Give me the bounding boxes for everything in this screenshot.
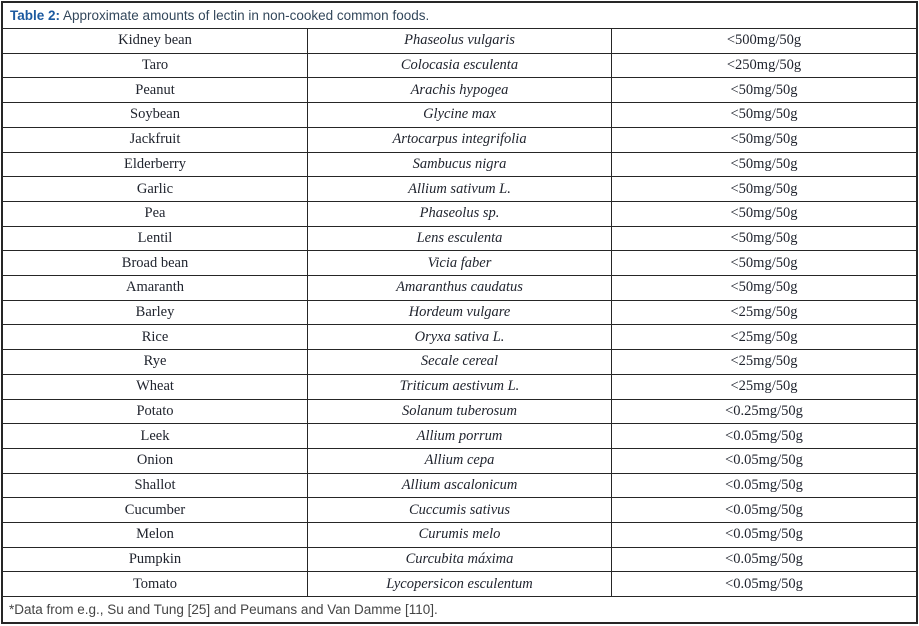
species-name-cell: Cuccumis sativus <box>307 498 612 522</box>
table-caption-label: Table 2: <box>10 8 61 23</box>
table-row <box>3 251 916 276</box>
amount-cell: <0.05mg/50g <box>725 427 803 444</box>
amount-cell: <50mg/50g <box>730 279 798 296</box>
amount-cell: <50mg/50g <box>730 180 798 197</box>
species-name-cell: Allium ascalonicum <box>307 474 612 498</box>
table-row <box>3 375 916 400</box>
amount-cell: <0.05mg/50g <box>725 501 803 518</box>
species-name-cell: Solanum tuberosum <box>307 400 612 424</box>
amount-cell: <250mg/50g <box>726 57 802 74</box>
table-row <box>3 325 916 350</box>
table-row <box>3 276 916 301</box>
species-name-cell: Lycopersicon esculentum <box>307 572 612 596</box>
amount-cell: <0.05mg/50g <box>725 452 803 469</box>
amount-cell: <25mg/50g <box>730 304 798 321</box>
amount-cell: <50mg/50g <box>730 229 798 246</box>
species-name-cell: Arachis hypogea <box>307 78 612 102</box>
table-caption-text: Approximate amounts of lectin in non-cooked common foods. <box>60 8 430 23</box>
food-name-cell: Taro <box>141 57 169 74</box>
table-row <box>3 177 916 202</box>
amount-cell: <0.25mg/50g <box>725 402 803 419</box>
table-row <box>3 474 916 499</box>
food-name-cell: Pumpkin <box>128 551 182 568</box>
table-row <box>3 202 916 227</box>
species-name-cell: Curumis melo <box>307 523 612 547</box>
food-name-cell: Kidney bean <box>118 32 192 49</box>
table-row <box>3 128 916 153</box>
amount-cell: <50mg/50g <box>730 106 798 123</box>
species-name-cell: Lens esculenta <box>307 227 612 251</box>
species-name-cell: Hordeum vulgare <box>307 301 612 325</box>
table-row <box>3 548 916 573</box>
species-name-cell: Allium porrum <box>307 424 612 448</box>
amount-cell: <25mg/50g <box>730 353 798 370</box>
food-name-cell: Potato <box>136 402 174 419</box>
food-name-cell: Rye <box>143 353 167 370</box>
table-row <box>3 78 916 103</box>
food-name-cell: Melon <box>136 526 174 543</box>
species-name-cell: Vicia faber <box>307 251 612 275</box>
table-row <box>3 301 916 326</box>
amount-cell: <50mg/50g <box>730 155 798 172</box>
table-row <box>3 54 916 79</box>
amount-cell: <0.05mg/50g <box>725 526 803 543</box>
amount-cell: <25mg/50g <box>730 328 798 345</box>
food-name-cell: Amaranth <box>126 279 184 296</box>
table-row <box>3 498 916 523</box>
table-row <box>3 153 916 178</box>
food-name-cell: Soybean <box>130 106 180 123</box>
species-name-cell: Allium sativum L. <box>307 177 612 201</box>
food-name-cell: Shallot <box>134 477 176 493</box>
food-name-cell: Jackfruit <box>129 131 181 148</box>
amount-cell: <50mg/50g <box>730 81 798 98</box>
table-caption <box>3 3 916 29</box>
amount-cell: <0.05mg/50g <box>725 551 803 568</box>
amount-cell: <50mg/50g <box>730 254 798 271</box>
table-row <box>3 424 916 449</box>
species-name-cell: Triticum aestivum L. <box>307 375 612 399</box>
food-name-cell: Onion <box>136 452 174 469</box>
amount-cell: <0.05mg/50g <box>725 575 803 592</box>
species-name-cell: Curcubita máxima <box>307 548 612 572</box>
species-name-cell: Phaseolus sp. <box>307 202 612 226</box>
table-row <box>3 572 916 597</box>
food-name-cell: Wheat <box>136 378 174 395</box>
food-name-cell: Peanut <box>135 81 175 98</box>
species-name-cell: Colocasia esculenta <box>307 54 612 78</box>
amount-cell: <25mg/50g <box>730 378 798 395</box>
species-name-cell: Secale cereal <box>307 350 612 374</box>
food-name-cell: Tomato <box>132 575 178 592</box>
table-row <box>3 227 916 252</box>
table-footnote <box>3 597 916 622</box>
table-row <box>3 400 916 425</box>
table-row <box>3 350 916 375</box>
food-name-cell: Barley <box>135 304 175 321</box>
species-name-cell: Glycine max <box>307 103 612 127</box>
amount-cell: <0.05mg/50g <box>725 477 803 493</box>
food-name-cell: Garlic <box>136 180 174 197</box>
species-name-cell: Artocarpus integrifolia <box>307 128 612 152</box>
table-row <box>3 449 916 474</box>
table-body <box>3 29 916 597</box>
amount-cell: <50mg/50g <box>730 131 798 148</box>
food-name-cell: Pea <box>144 205 166 222</box>
species-name-cell: Allium cepa <box>307 449 612 473</box>
table-row <box>3 103 916 128</box>
table-footnote-text: *Data from e.g., Su and Tung [25] and Peumans and Van Damme [110]. <box>9 602 438 617</box>
food-name-cell: Rice <box>141 328 169 345</box>
food-name-cell: Leek <box>140 427 170 444</box>
table-row <box>3 29 916 54</box>
amount-cell: <50mg/50g <box>730 205 798 222</box>
amount-cell: <500mg/50g <box>726 32 802 49</box>
species-name-cell: Phaseolus vulgaris <box>307 29 612 53</box>
food-name-cell: Lentil <box>137 229 173 246</box>
lectin-table <box>1 1 918 624</box>
species-name-cell: Amaranthus caudatus <box>307 276 612 300</box>
species-name-cell: Sambucus nigra <box>307 153 612 177</box>
food-name-cell: Elderberry <box>124 155 186 172</box>
species-name-cell: Oryxa sativa L. <box>307 325 612 349</box>
food-name-cell: Cucumber <box>124 501 186 518</box>
food-name-cell: Broad bean <box>121 254 189 271</box>
table-row <box>3 523 916 548</box>
